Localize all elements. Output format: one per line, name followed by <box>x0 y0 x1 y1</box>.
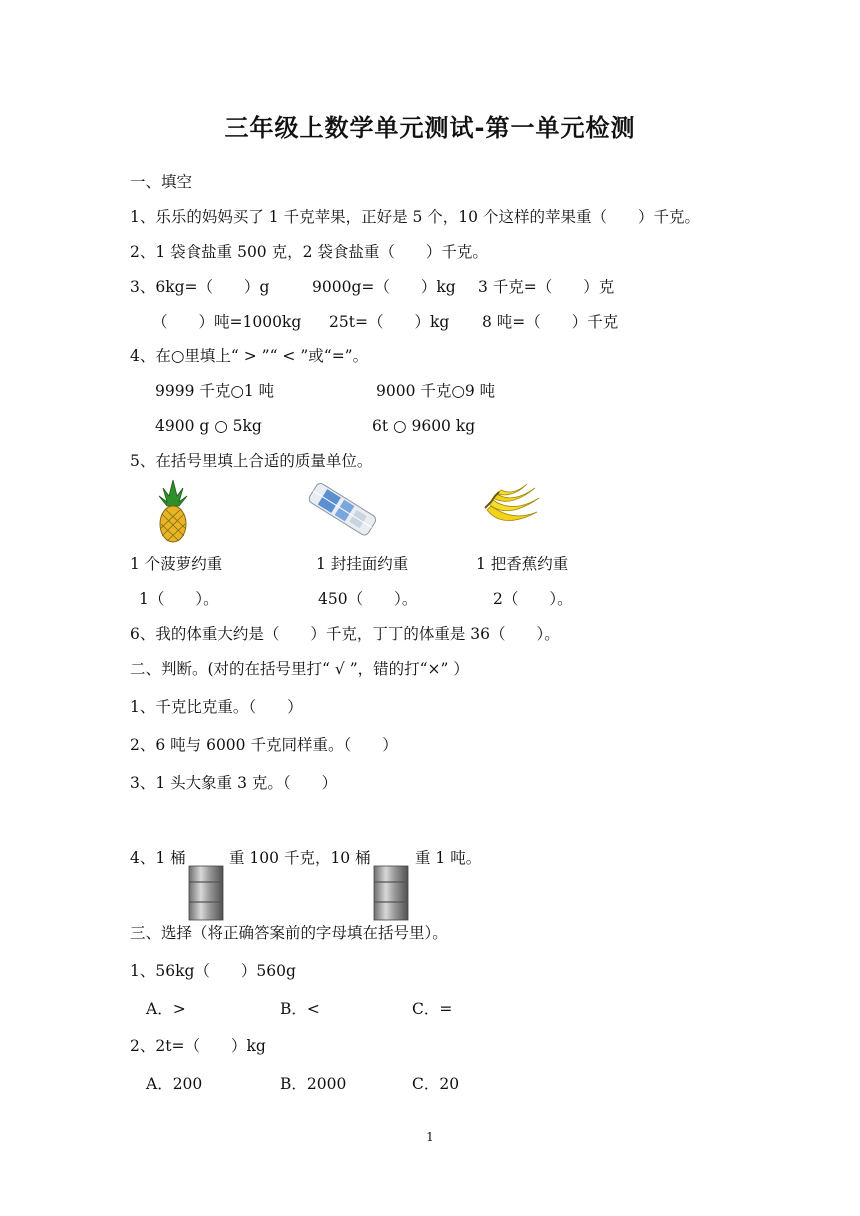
option-3-2-a: A．200 <box>146 1075 203 1093</box>
question-1-4: 4、在○里填上“ > ”“ < ”或“=”。 <box>130 347 369 365</box>
question-1-2: 2、1 袋食盐重 500 克，2 袋食盐重（ ）千克。 <box>130 243 488 261</box>
question-2-4-part3: 重 1 吨。 <box>415 849 482 867</box>
pineapple-label: 1 个菠萝约重 <box>130 555 223 573</box>
question-2-3: 3、1 头大象重 3 克。（ ） <box>130 774 338 792</box>
question-1-3f: 8 吨=（ ）千克 <box>482 313 619 331</box>
question-1-4d: 6t ○ 9600 kg <box>372 417 476 435</box>
option-3-1-b: B．< <box>280 1000 320 1018</box>
question-2-1: 1、千克比克重。（ ） <box>130 698 303 716</box>
section3-heading: 三、选择（将正确答案前的字母填在括号里）。 <box>130 924 448 942</box>
section2-heading: 二、判断。(对的在括号里打“ √ ”，错的打“×” ） <box>130 660 469 678</box>
question-1-1: 1、乐乐的妈妈买了 1 千克苹果，正好是 5 个，10 个这样的苹果重（ ）千克。 <box>130 208 700 226</box>
page-title: 三年级上数学单元测试-第一单元检测 <box>224 114 636 142</box>
noodle-package-icon <box>305 478 380 540</box>
pineapple-blank: 1（ ）。 <box>139 590 219 608</box>
question-1-4b: 9000 千克○9 吨 <box>376 382 496 400</box>
question-2-4-part1: 4、1 桶 <box>130 849 186 867</box>
question-1-3e: 25t=（ ）kg <box>329 313 450 331</box>
question-1-6: 6、我的体重大约是（ ）千克，丁丁的体重是 36（ ）。 <box>130 625 560 643</box>
question-1-5: 5、在括号里填上合适的质量单位。 <box>130 452 373 470</box>
question-2-4-part2: 重 100 千克，10 桶 <box>229 849 371 867</box>
question-1-3b: 9000g=（ ）kg <box>312 278 456 296</box>
barrel-icon <box>188 864 224 922</box>
option-3-2-b: B．2000 <box>280 1075 347 1093</box>
option-3-2-c: C．20 <box>412 1075 460 1093</box>
banana-icon <box>483 482 543 534</box>
question-1-4a: 9999 千克○1 吨 <box>155 382 275 400</box>
question-1-3c: 3 千克=（ ）克 <box>478 278 615 296</box>
question-1-3d: （ ）吨=1000kg <box>152 313 302 331</box>
option-3-1-a: A．> <box>146 1000 186 1018</box>
banana-blank: 2（ ）。 <box>493 590 573 608</box>
section1-heading: 一、填空 <box>130 173 193 191</box>
question-2-2: 2、6 吨与 6000 千克同样重。（ ） <box>130 736 398 754</box>
question-3-1: 1、56kg（ ）560g <box>130 962 296 980</box>
question-1-4c: 4900 g ○ 5kg <box>155 417 262 435</box>
option-3-1-c: C．= <box>412 1000 453 1018</box>
question-1-3a: 3、6kg=（ ）g <box>130 278 270 296</box>
question-3-2: 2、2t=（ ）kg <box>130 1037 266 1055</box>
banana-label: 1 把香蕉约重 <box>476 555 569 573</box>
page-number: 1 <box>426 1130 434 1144</box>
noodle-label: 1 封挂面约重 <box>316 555 409 573</box>
pineapple-icon <box>155 478 191 544</box>
noodle-blank: 450（ ）。 <box>318 590 418 608</box>
barrel-icon <box>373 864 409 922</box>
